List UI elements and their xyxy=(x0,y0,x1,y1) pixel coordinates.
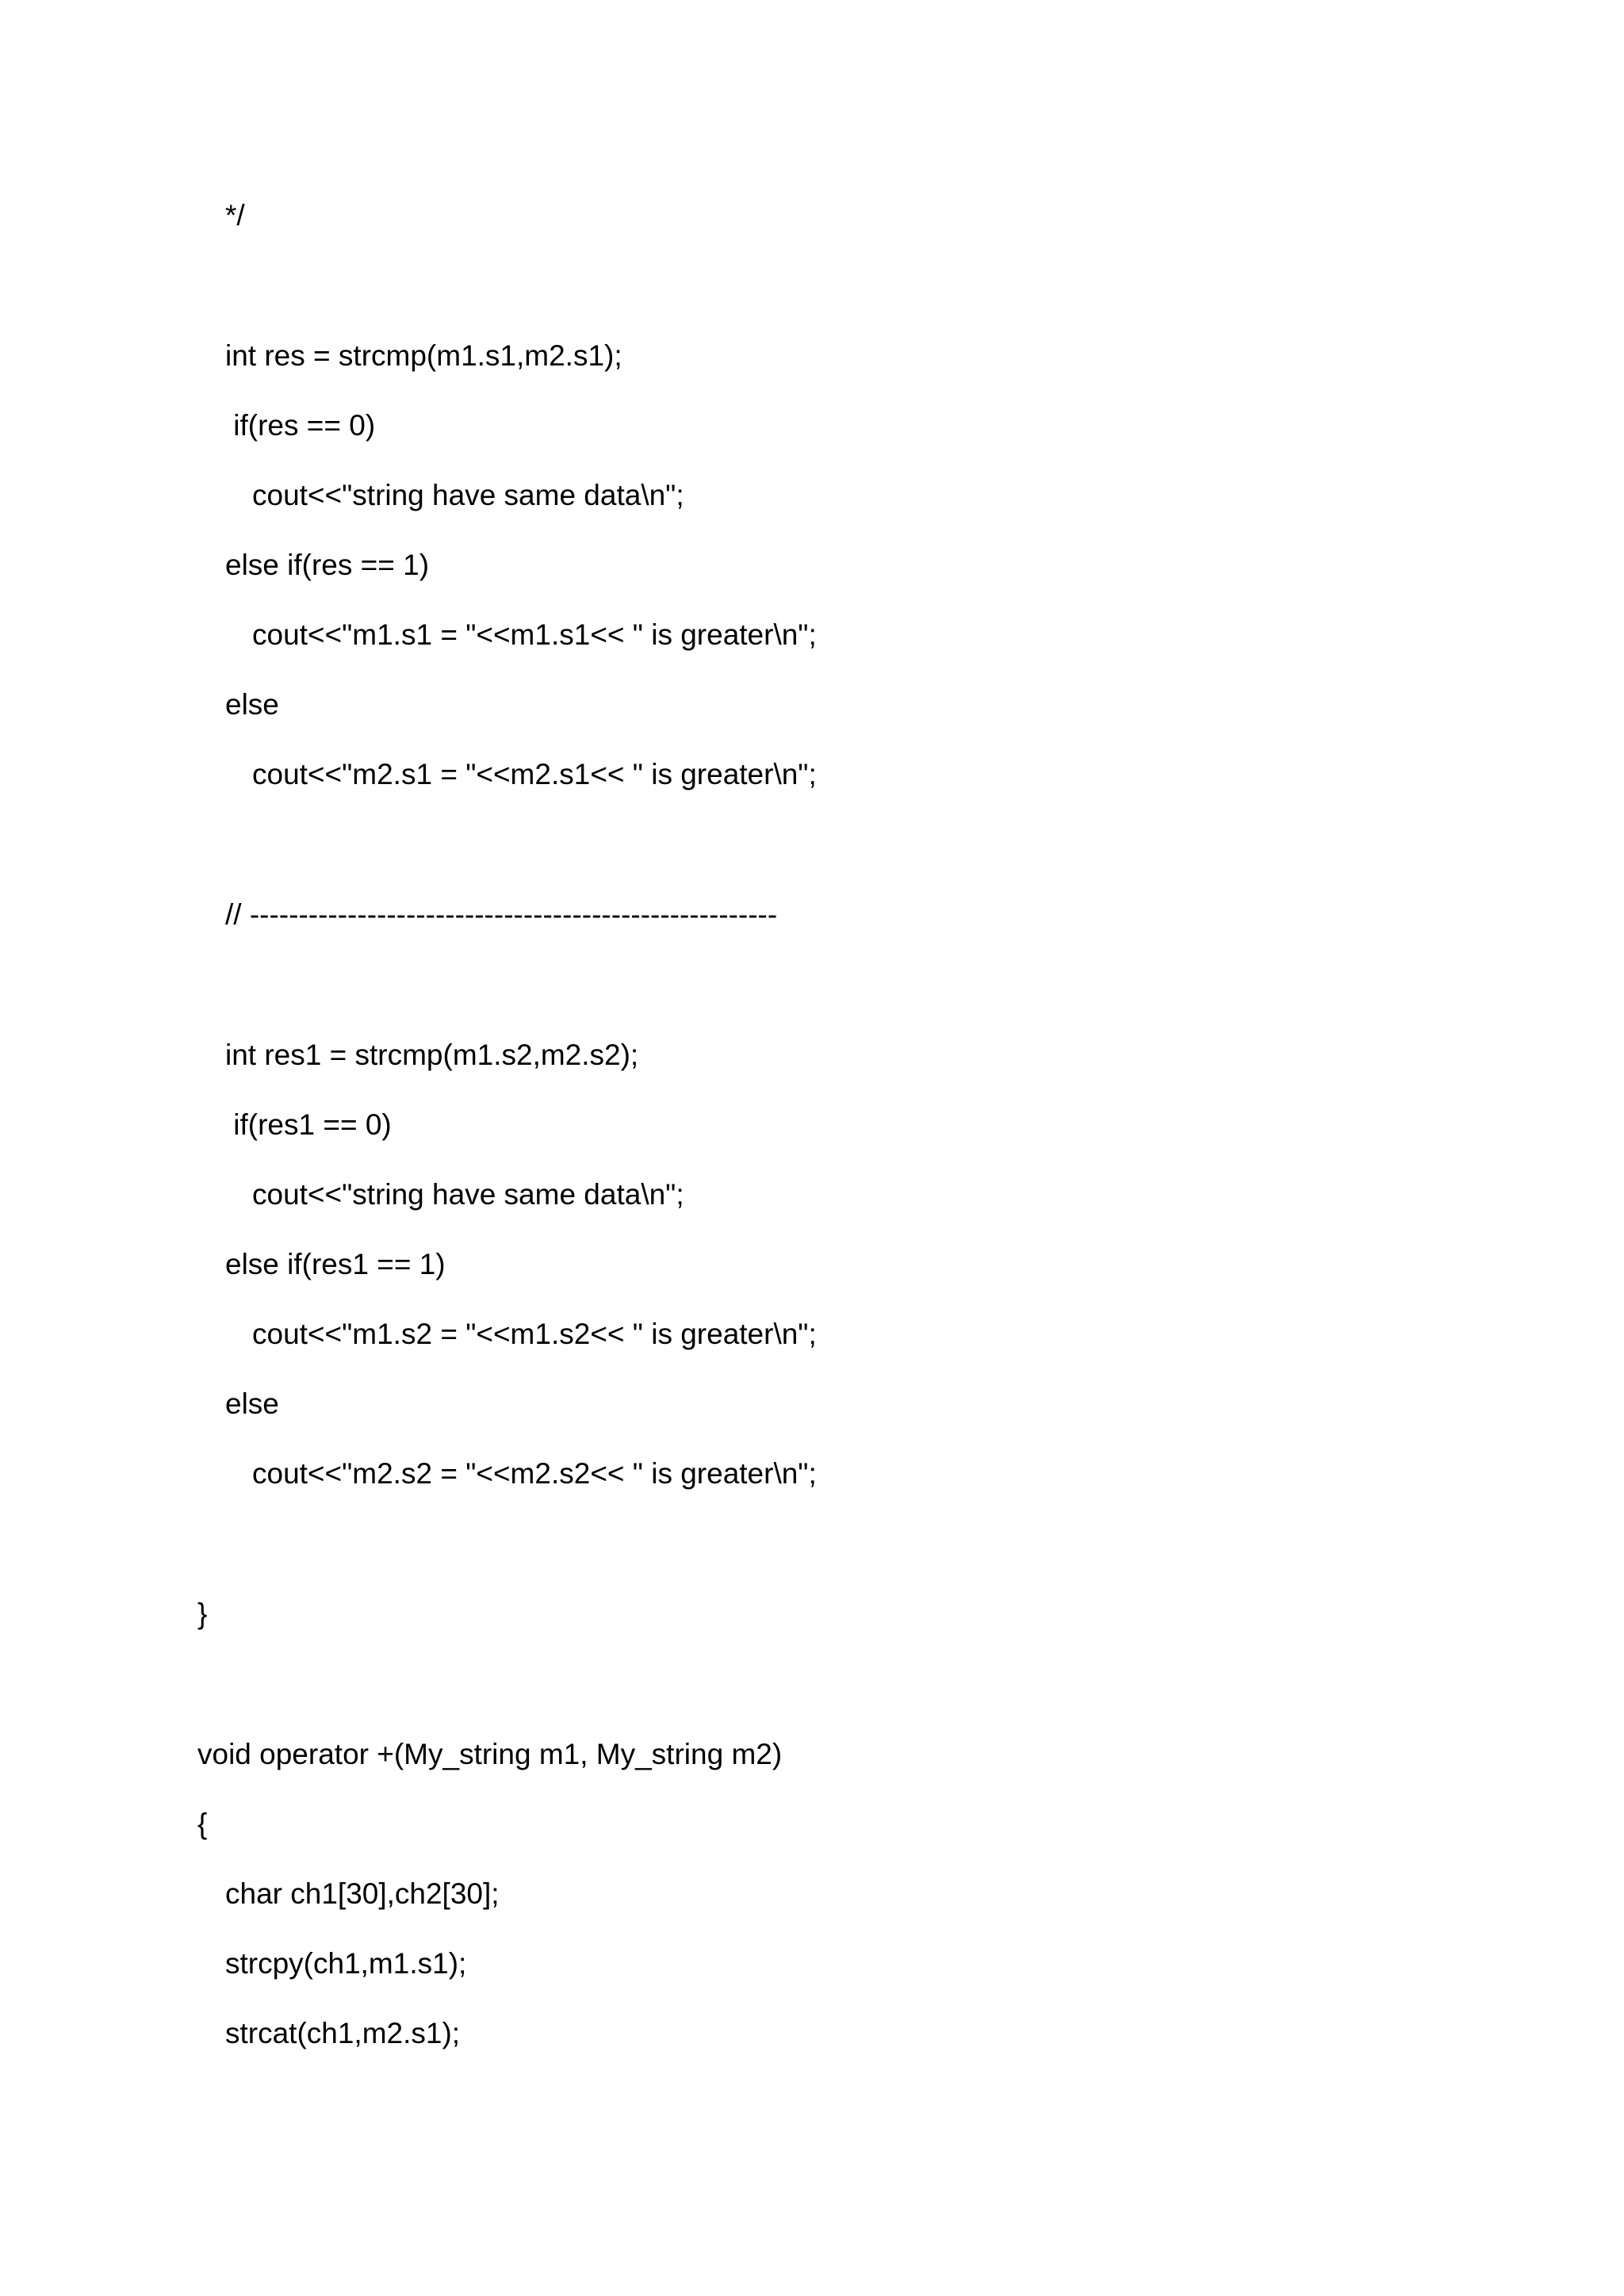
code-line-int-res: int res = strcmp(m1.s1,m2.s1); xyxy=(225,339,622,372)
code-line-char-decl: char ch1[30],ch2[30]; xyxy=(225,1877,500,1910)
code-line-close-brace: } xyxy=(197,1598,208,1630)
code-line-else-1: else xyxy=(225,688,279,721)
code-line-operator-plus: void operator +(My_string m1, My_string m2) xyxy=(197,1738,783,1770)
code-line-cout-m2s1: cout<<"m2.s1 = "<<m2.s1<< " is greater\n"; xyxy=(252,758,817,790)
code-line-else-2: else xyxy=(225,1387,279,1420)
code-line-else-if-res: else if(res == 1) xyxy=(225,549,430,581)
code-line-open-brace: { xyxy=(197,1808,208,1840)
code-line-cout-m1s2: cout<<"m1.s2 = "<<m1.s2<< " is greater\n"; xyxy=(252,1318,817,1350)
code-line-int-res1: int res1 = strcmp(m1.s2,m2.s2); xyxy=(225,1039,639,1071)
code-line-if-res: if(res == 0) xyxy=(225,409,376,442)
code-line-cout-same-1: cout<<"string have same data\n"; xyxy=(252,479,684,511)
code-line-comment-end: */ xyxy=(225,199,245,232)
code-line-cout-m2s2: cout<<"m2.s2 = "<<m2.s2<< " is greater\n"; xyxy=(252,1457,817,1490)
code-line-strcpy: strcpy(ch1,m1.s1); xyxy=(225,1947,467,1980)
code-line-separator-comment: // ------------------------------------------------------ xyxy=(225,898,778,931)
code-line-cout-same-2: cout<<"string have same data\n"; xyxy=(252,1178,684,1211)
code-line-strcat: strcat(ch1,m2.s1); xyxy=(225,2017,461,2049)
code-line-cout-m1s1: cout<<"m1.s1 = "<<m1.s1<< " is greater\n"; xyxy=(252,618,817,651)
code-line-if-res1: if(res1 == 0) xyxy=(225,1108,392,1141)
code-line-else-if-res1: else if(res1 == 1) xyxy=(225,1248,446,1280)
